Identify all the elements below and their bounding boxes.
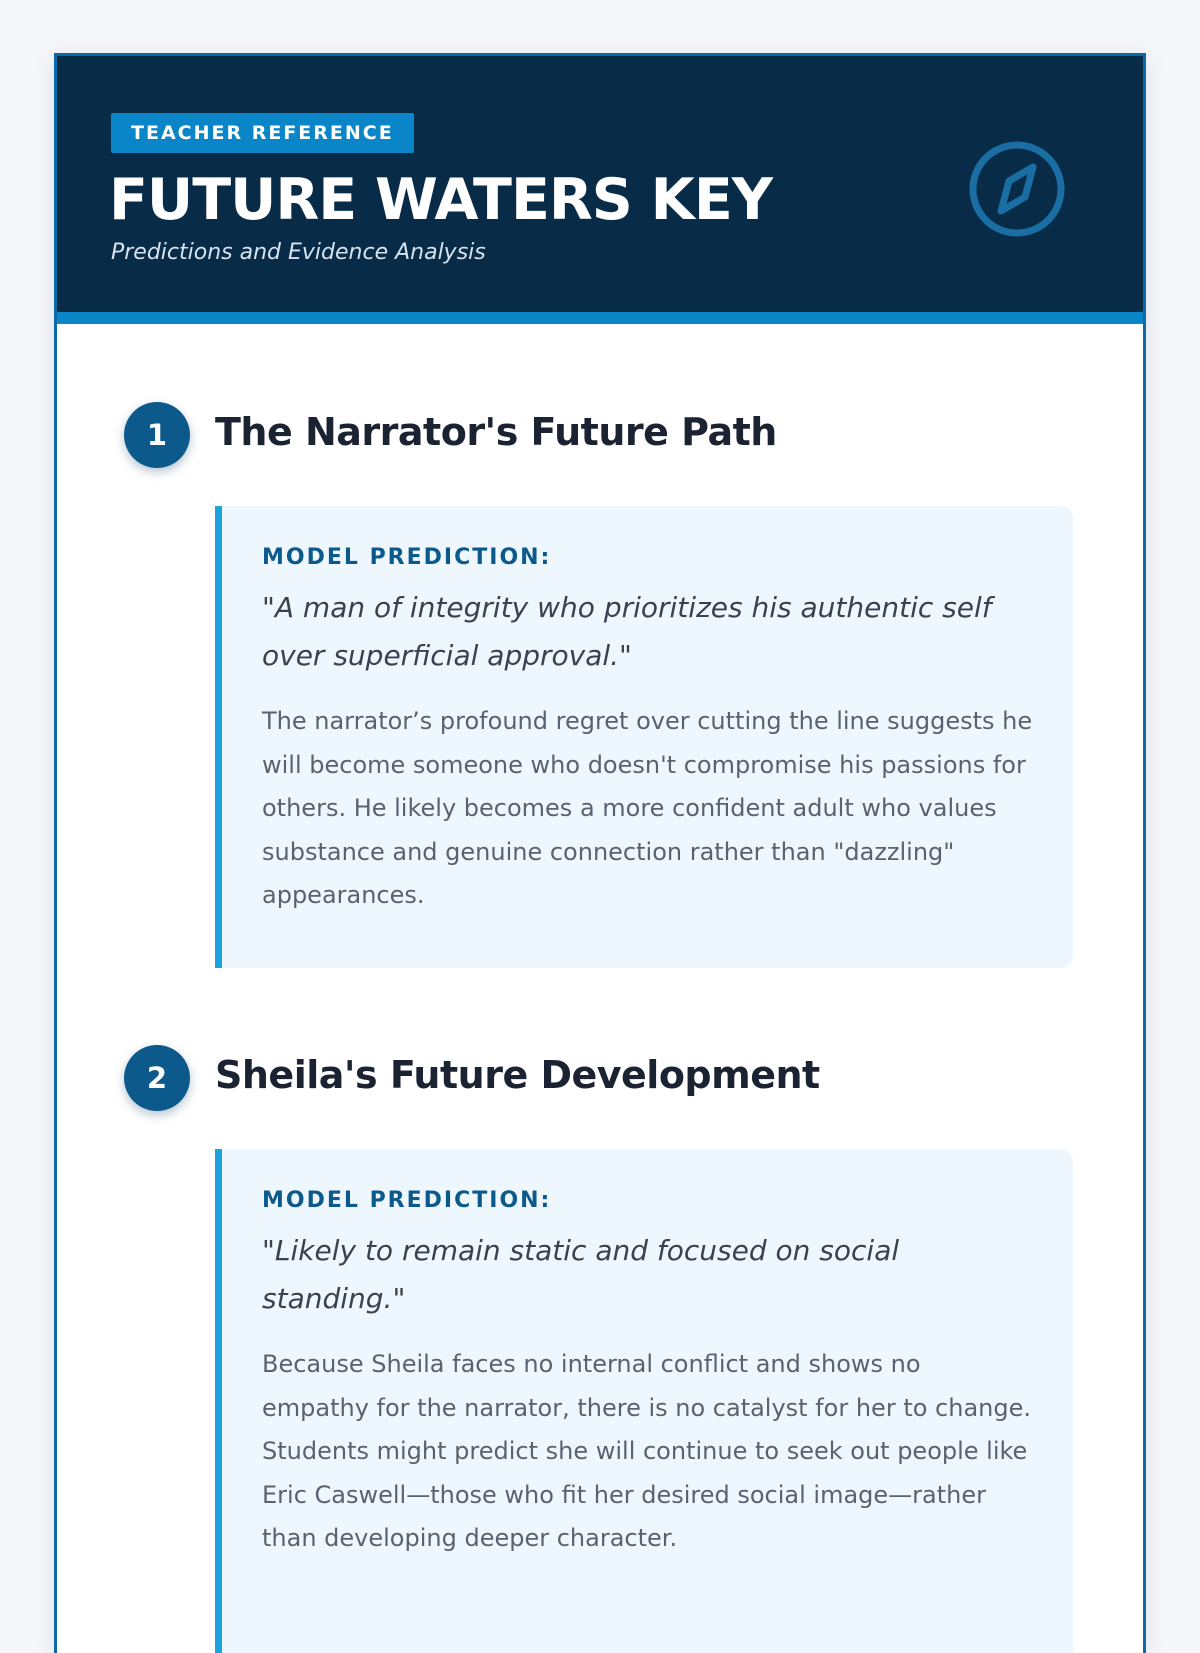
model-prediction-box [215,1149,1073,1653]
page-subtitle: Predictions and Evidence Analysis [111,240,486,265]
prediction-explanation: The narrator’s profound regret over cutting the line suggests he will become someone who doesn't compromise his passions for others. He likely becomes a more confident adult who values substance and genuine connection rather than "dazzling" appearances. [262,707,1033,909]
section-heading: The Narrator's Future Path [215,410,777,454]
page-title: FUTURE WATERS KEY [109,167,773,233]
model-prediction-box [215,506,1073,968]
header-banner [57,56,1143,324]
compass-icon [967,139,1067,239]
teacher-reference-tag: TEACHER REFERENCE [111,113,414,153]
section-heading: Sheila's Future Development [215,1053,820,1097]
prediction-explanation: Because Sheila faces no internal conflict and shows no empathy for the narrator, there is no catalyst for her to change. Students might predict she will continue to seek out people like Eric Caswell—those who fit her desired social image—rather than developing deeper character. [262,1350,1031,1552]
model-prediction-label: MODEL PREDICTION: [262,1188,552,1213]
model-prediction-label: MODEL PREDICTION: [262,545,552,570]
section-number-badge: 1 [124,402,190,468]
prediction-quote: "A man of integrity who prioritizes his authentic self over superficial approval." [262,591,992,672]
section-number-badge: 2 [124,1045,190,1111]
prediction-quote: "Likely to remain static and focused on social standing." [262,1234,900,1315]
answer-key-card [54,53,1146,1653]
